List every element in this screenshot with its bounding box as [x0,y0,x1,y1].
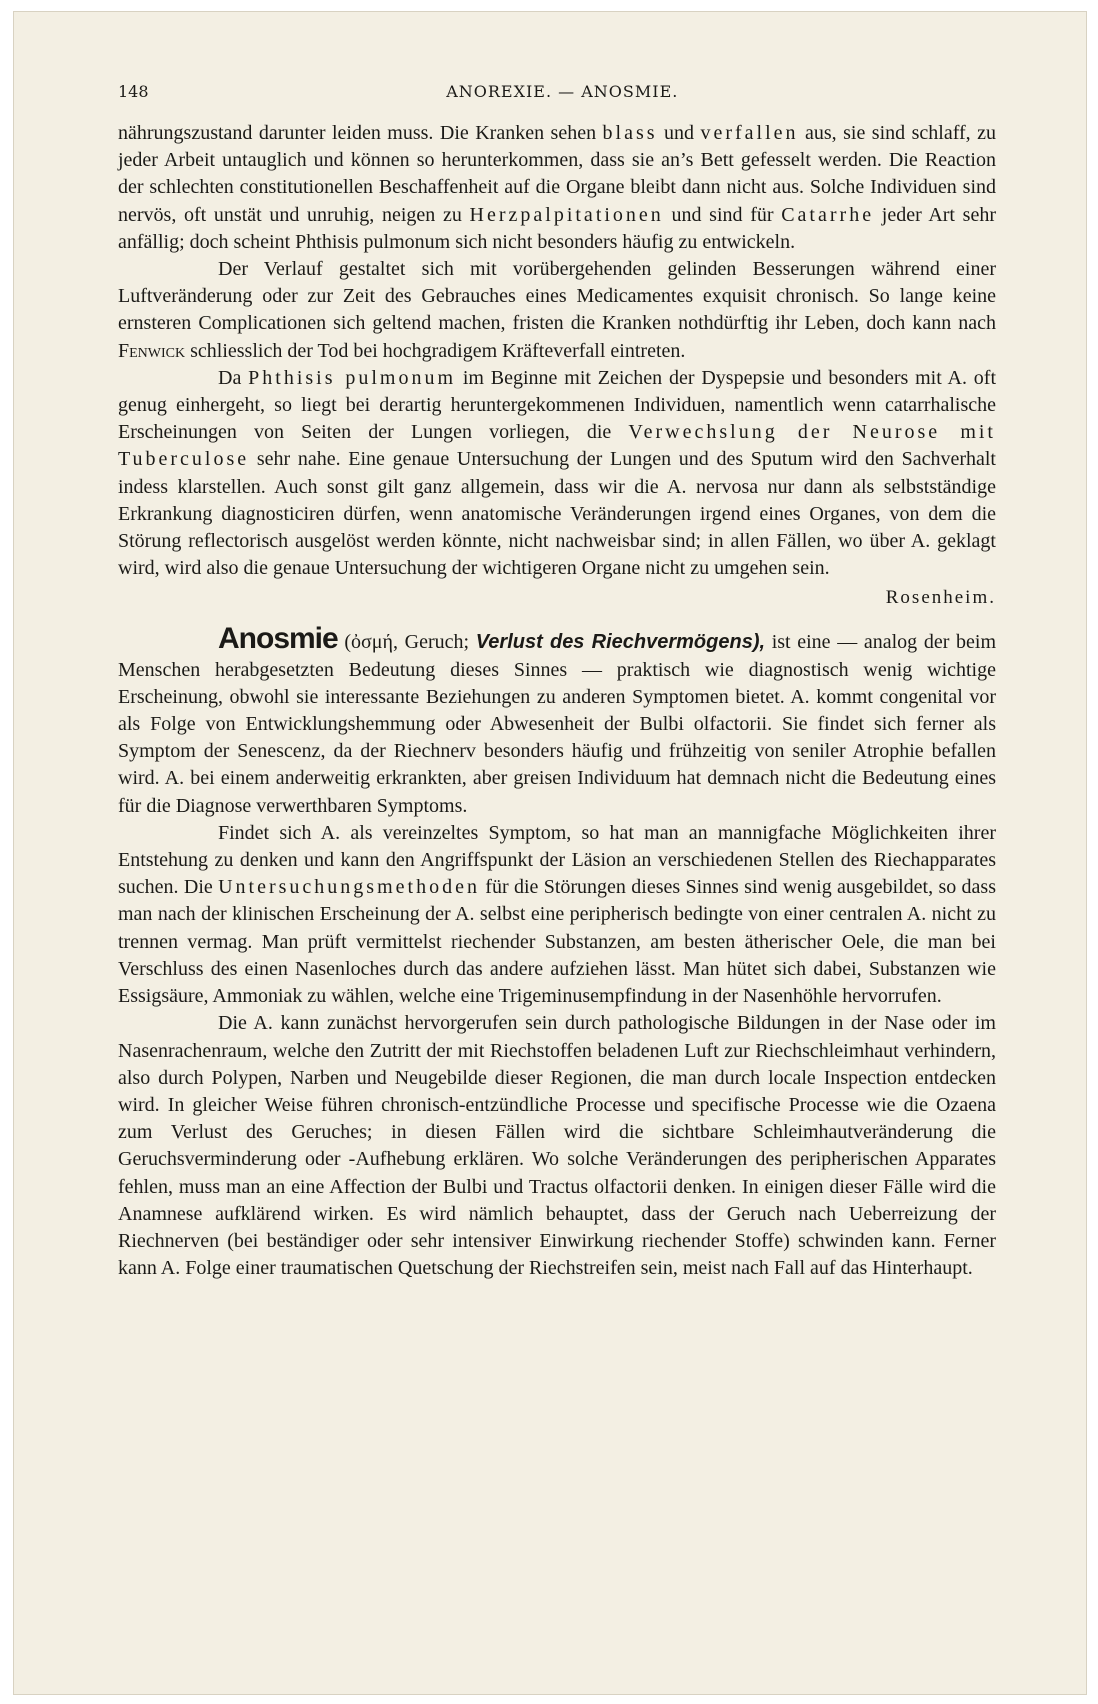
page-content [118,82,996,1282]
anosmie-paragraph-1: Anosmie (ὀσμή, Geruch; Verlust des Riechvermögens), ist eine — analog der beim Menschen herabgesetzten Bedeutung dieses Sinnes — praktisch wie diagnostisch wenig wichtige Erscheinung, obwohl sie interessante Beziehungen zu anderen Symptomen bietet. A. kommt congenital vor als Folge von Entwicklungshemmung oder Abwesenheit der Bulbi olfactorii. Sie findet sich ferner als Symptom der Senescenz, da der Riechnerv besonders häufig und frühzeitig von seniler Atrophie befallen wird. A. bei einem anderweitig erkrankten, aber greisen Individuum hat demnach nicht die Bedeutung eines für die Diagnose verwerthbaren Symptoms. [118,622,997,817]
author-name: Fenwick [118,339,186,362]
entry-headword: Anosmie [218,622,338,656]
running-title: ANOREXIE. — ANOSMIE. [446,82,679,101]
spaced-term: Herzpalpitationen [469,203,664,226]
spaced-term: Verwechslung der Neurose mit Tuberculose [118,421,996,471]
running-header [118,82,996,102]
anorexie-paragraph-1: nährungszustand darunter leiden muss. Die Kranken sehen blass und verfallen aus, sie sind schlaff, zu jeder Arbeit untauglich und können so herunterkommen, dass sie an’s Bett gefesselt werden. Die Reaction der schlechten constitutionellen Beschaffenheit auf die Organe bleibt dann nicht aus. Solche Individuen sind nervös, oft unstät und unruhig, neigen zu Herzpalpitationen und sind für Catarrhe jeder Art sehr anfällig; doch scheint Phthisis pulmonum sich nicht besonders häufig zu entwickeln. [118,122,996,253]
anorexie-paragraph-3: Da Phthisis pulmonum im Beginne mit Zeichen der Dyspepsie und besonders mit A. oft genug einhergeht, so liegt bei derartig heruntergekommenen Individuen, namentlich wenn catarrhalische Erscheinungen von Seiten der Lungen vorliegen, die Verwechslung der Neurose mit Tuberculose sehr nahe. Eine genaue Untersuchung der Lungen und des Sputum wird den Sachverhalt indess klarstellen. Auch sonst gilt ganz allgemein, dass wir die A. nervosa nur dann als selbstständige Erkrankung diagnosticiren dürfen, wenn anatomische Veränderungen irgend eines Organes, von dem die Störung reflectorisch ausgelöst werden könnte, nicht nachweisbar sind; in allen Fällen, wo über A. geklagt wird, wird also die genaue Untersuchung der wichtigeren Organe nicht zu umgehen sein. [118,366,997,580]
anorexie-paragraph-2: Der Verlauf gestaltet sich mit vorübergehenden gelinden Besserungen während einer Luftveränderung oder zur Zeit des Gebrauches eines Medicamentes exquisit chronisch. So lange keine ernsteren Complicationen sich geltend machen, fristen die Kranken nothdürftig ihr Leben, doch kann nach Fenwick schliesslich der Tod bei hochgradigem Kräfteverfall eintreten. [118,258,996,362]
spaced-term: Phthisis pulmonum [248,366,457,389]
spaced-term: Untersuchungsmethoden [218,876,480,899]
author-signature: Rosenheim. [885,587,996,609]
anosmie-paragraph-2: Findet sich A. als vereinzeltes Symptom, so hat man an mannigfache Möglichkeiten ihrer Entstehung zu denken und kann den Angriffspunkt der Läsion an verschiedenen Stellen des Riechapparates suchen. Die Untersuchungsmethoden für die Störungen dieses Sinnes sind wenig ausgebildet, so dass man nach der klinischen Erscheinung der A. selbst eine peripherisch bedingte von einer centralen A. nicht zu trennen vermag. Man prüft vermittelst riechender Substanzen, am besten ätherischer Oele, die man bei Verschluss des einen Nasenloches durch das andere aufziehen lässt. Man hütet sich dabei, Substanzen wie Essigsäure, Ammoniak zu wählen, welche eine Trigeminusempfindung in der Nasenhöhle hervorrufen. [118,821,997,1008]
spaced-term: verfallen [700,122,799,144]
page-number: 148 [118,82,149,101]
book-page [14,12,1086,1694]
anosmie-paragraph-3: Die A. kann zunächst hervorgerufen sein durch pathologische Bildungen in der Nase oder im Nasenrachenraum, welche den Zutritt der mit Riechstoffen beladenen Luft zur Riechschleimhaut verhindern, also durch Polypen, Narben und Neugebilde dieser Regionen, die man durch locale Inspection entdecken wird. In gleicher Weise führen chronisch-entzündliche Processe und specifische Processe wie die Ozaena zum Verlust des Geruches; in diesen Fällen wird die sichtbare Schleimhautveränderung die Geruchsverminderung oder -Aufhebung erklären. Wo solche Veränderungen des peripherischen Apparates fehlen, muss man an eine Affection der Bulbi und Tractus olfactorii denken. In einigen dieser Fälle wird die Anamnese aufklärend wirken. Es wird nämlich behauptet, dass der Geruch nach Ueberreizung der Riechnerven (bei beständiger oder sehr intensiver Einwirkung riechender Stoffe) schwinden kann. Ferner kann A. Folge einer traumatischen Quetschung der Riechstreifen sein, meist nach Fall auf das Hinterhaupt. [118,1012,996,1280]
article-body [118,120,996,1282]
definition-italic: Verlust des Riechvermögens), [475,631,766,654]
spaced-term: Catarrhe [781,203,875,226]
spaced-term: blass [602,122,658,144]
